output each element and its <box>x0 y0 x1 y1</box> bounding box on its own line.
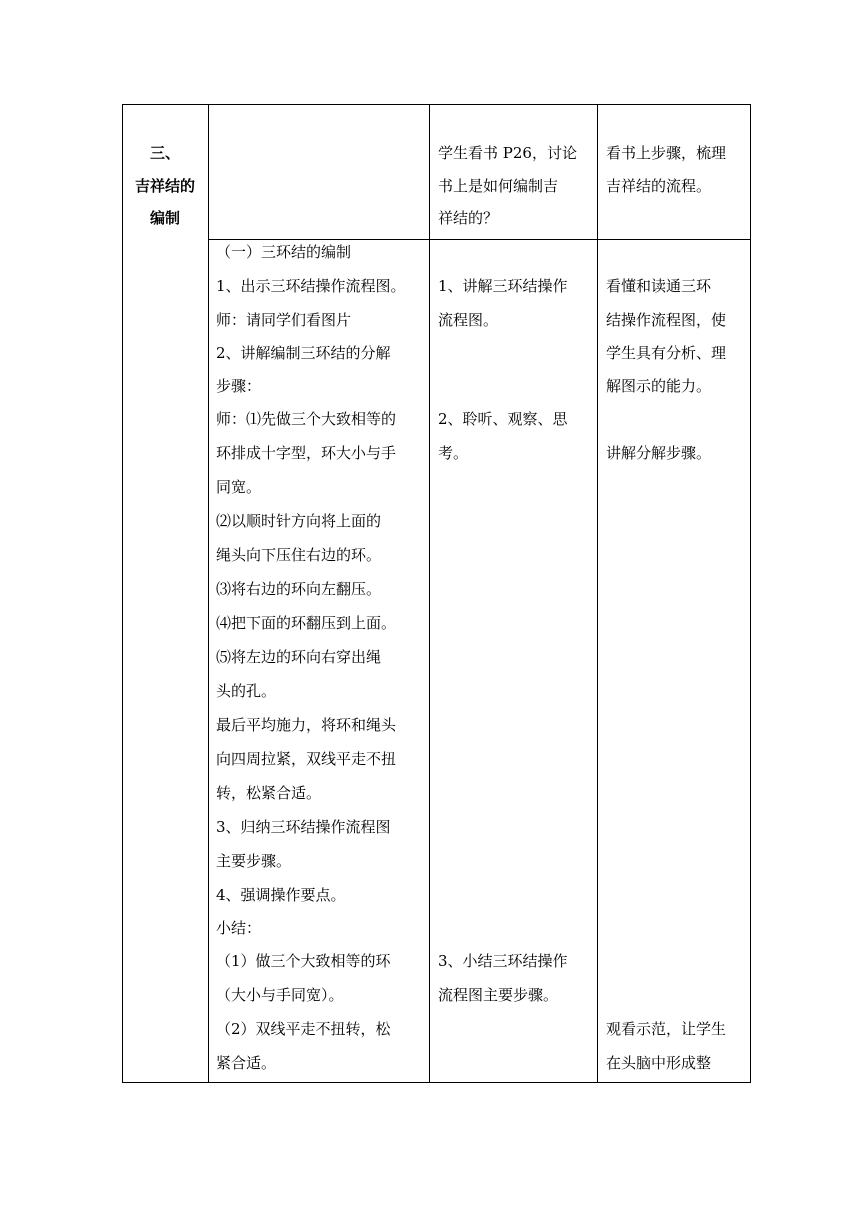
text-line: 考。 <box>438 444 469 462</box>
text-line: 2、聆听、观察、思 <box>438 410 568 428</box>
text-line: （一）三环结的编制 <box>216 243 352 261</box>
text-line: 同宽。 <box>216 478 262 496</box>
text-line: 学生具有分析、理 <box>606 344 727 362</box>
column-divider-2 <box>429 104 430 1083</box>
text-line: （2）双线平走不扭转，松 <box>216 1020 391 1038</box>
table-border-left <box>122 104 123 1083</box>
text-line: （大小与手同宽）。 <box>216 986 344 1004</box>
text-line: 紧合适。 <box>216 1054 277 1072</box>
text-line: 流程图主要步骤。 <box>438 986 559 1004</box>
text-line: 头的孔。 <box>216 682 277 700</box>
column-divider-3 <box>597 104 598 1083</box>
text-line: 书上是如何编制吉 <box>438 177 559 195</box>
text-line: ⑸将左边的环向右穿出绳 <box>216 648 382 666</box>
row-divider <box>208 239 751 240</box>
table-border-bottom <box>122 1082 751 1083</box>
text-line: 小结： <box>216 919 262 937</box>
text-line: 吉祥结的流程。 <box>606 177 712 195</box>
text-line: 看书上步骤，梳理 <box>606 144 727 162</box>
text-line: ⑶将右边的环向左翻压。 <box>216 580 382 598</box>
text-line: 在头脑中形成整 <box>606 1054 712 1072</box>
text-line: 绳头向下压住右边的环。 <box>216 546 382 564</box>
text-line: 环排成十字型，环大小与手 <box>216 444 397 462</box>
section-number: 三、 <box>149 144 180 162</box>
text-line: 流程图。 <box>438 311 499 329</box>
text-line: 最后平均施力，将环和绳头 <box>216 716 397 734</box>
text-line: 1、出示三环结操作流程图。 <box>216 277 406 295</box>
text-line: ⑷把下面的环翻压到上面。 <box>216 614 397 632</box>
text-line: 3、小结三环结操作 <box>438 952 568 970</box>
text-line: 向四周拉紧，双线平走不扭 <box>216 750 397 768</box>
text-line: 师：⑴先做三个大致相等的 <box>216 410 397 428</box>
text-line: 2、讲解编制三环结的分解 <box>216 344 391 362</box>
text-line: 4、强调操作要点。 <box>216 886 346 904</box>
text-line: 师：请同学们看图片 <box>216 311 352 329</box>
text-line: 主要步骤。 <box>216 852 292 870</box>
section-title-line-1: 吉祥结的 <box>134 177 195 195</box>
section-title-line-2: 编制 <box>149 209 180 227</box>
text-line: （1）做三个大致相等的环 <box>216 952 391 970</box>
table-border-top <box>122 104 751 105</box>
table-border-right <box>750 104 751 1083</box>
text-line: 转，松紧合适。 <box>216 784 322 802</box>
text-line: 看懂和读通三环 <box>606 277 712 295</box>
text-line: 祥结的？ <box>438 209 499 227</box>
text-line: 1、讲解三环结操作 <box>438 277 568 295</box>
text-line: ⑵以顺时针方向将上面的 <box>216 512 382 530</box>
text-line: 结操作流程图，使 <box>606 311 727 329</box>
column-divider-1 <box>208 104 209 1083</box>
text-line: 学生看书 P26，讨论 <box>438 144 577 162</box>
text-line: 解图示的能力。 <box>606 377 712 395</box>
text-line: 步骤： <box>216 377 262 395</box>
text-line: 3、归纳三环结操作流程图 <box>216 818 391 836</box>
text-line: 观看示范，让学生 <box>606 1020 727 1038</box>
text-line: 讲解分解步骤。 <box>606 444 712 462</box>
